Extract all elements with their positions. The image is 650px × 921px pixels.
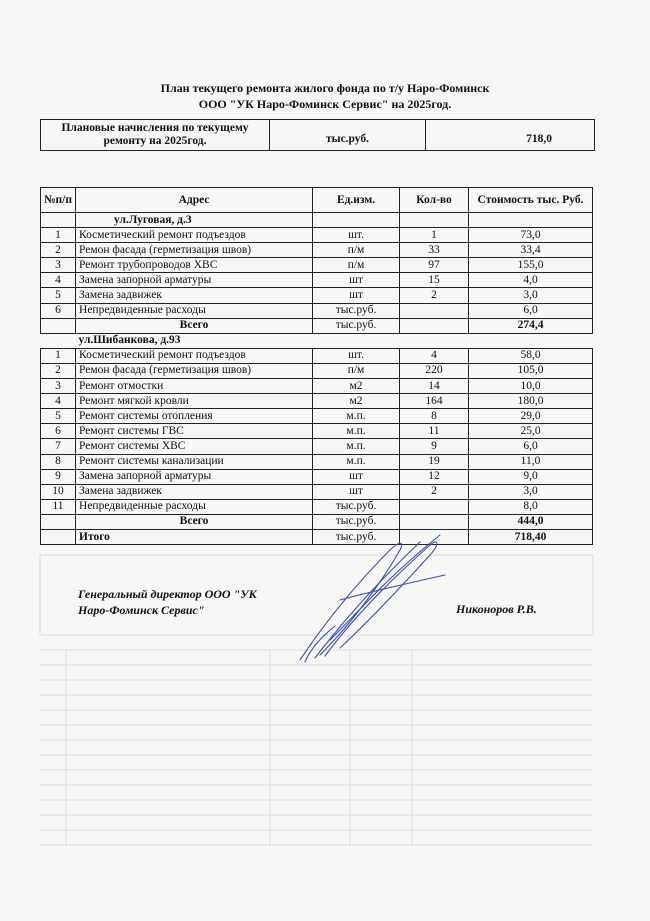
unit-of-measure: м.п. bbox=[313, 424, 400, 439]
work-description: Непредвиденные расходы bbox=[76, 499, 313, 514]
work-description: Замена запорной арматуры bbox=[76, 469, 313, 484]
cost-value: 33,4 bbox=[469, 243, 593, 258]
work-description: Косметический ремонт подъездов bbox=[76, 348, 313, 363]
title-line-1: План текущего ремонта жилого фонда по т/у Наро-Фоминск bbox=[160, 81, 490, 95]
grand-total-cost: 718,40 bbox=[469, 529, 593, 544]
section-total-row bbox=[41, 514, 593, 529]
work-description: Непредвиденные расходы bbox=[76, 303, 313, 318]
unit-of-measure: м.п. bbox=[313, 439, 400, 454]
unit-of-measure: шт. bbox=[313, 348, 400, 363]
quantity bbox=[400, 303, 469, 318]
row-number: 2 bbox=[41, 363, 76, 378]
cost-value: 11,0 bbox=[469, 454, 593, 469]
row-number: 4 bbox=[41, 394, 76, 409]
quantity: 8 bbox=[400, 409, 469, 424]
unit-of-measure: тыс.руб. bbox=[313, 303, 400, 318]
row-number: 7 bbox=[41, 439, 76, 454]
unit-of-measure: шт bbox=[313, 273, 400, 288]
table-row bbox=[41, 243, 593, 258]
table-row bbox=[41, 469, 593, 484]
unit-of-measure: шт bbox=[313, 288, 400, 303]
work-description: Ремон фасада (герметизация швов) bbox=[76, 243, 313, 258]
table-row bbox=[41, 379, 593, 394]
section-total-row bbox=[41, 318, 593, 333]
cost-value: 58,0 bbox=[469, 348, 593, 363]
row-number: 11 bbox=[41, 499, 76, 514]
unit-of-measure: м.п. bbox=[313, 409, 400, 424]
quantity: 220 bbox=[400, 363, 469, 378]
cost-value: 6,0 bbox=[469, 303, 593, 318]
total-number-cell bbox=[41, 318, 76, 333]
street-number-cell bbox=[41, 213, 76, 228]
street-cost-cell bbox=[469, 213, 593, 228]
work-description: Ремонт отмостки bbox=[76, 379, 313, 394]
table-row bbox=[41, 454, 593, 469]
summary-unit: тыс.руб. bbox=[270, 120, 426, 150]
street-header-row bbox=[41, 333, 593, 348]
total-number-cell bbox=[41, 514, 76, 529]
row-number: 5 bbox=[41, 409, 76, 424]
quantity: 1 bbox=[400, 228, 469, 243]
cost-value: 180,0 bbox=[469, 394, 593, 409]
unit-of-measure: шт bbox=[313, 484, 400, 499]
quantity: 164 bbox=[400, 394, 469, 409]
header-address: Адрес bbox=[76, 188, 313, 213]
cost-value: 8,0 bbox=[469, 499, 593, 514]
table-row bbox=[41, 484, 593, 499]
table-row bbox=[41, 363, 593, 378]
table-row bbox=[41, 348, 593, 363]
work-description: Ремон фасада (герметизация швов) bbox=[76, 363, 313, 378]
total-label: Всего bbox=[76, 514, 313, 529]
quantity: 12 bbox=[400, 469, 469, 484]
signer-position bbox=[78, 586, 257, 618]
cost-value: 155,0 bbox=[469, 258, 593, 273]
street-header-row bbox=[41, 213, 593, 228]
total-label: Всего bbox=[76, 318, 313, 333]
row-number: 10 bbox=[41, 484, 76, 499]
table-row bbox=[41, 258, 593, 273]
work-description: Ремонт системы канализации bbox=[76, 454, 313, 469]
table-row bbox=[41, 303, 593, 318]
unit-of-measure: м.п. bbox=[313, 454, 400, 469]
total-qty-cell bbox=[400, 318, 469, 333]
handwritten-signature bbox=[280, 530, 460, 670]
row-number: 5 bbox=[41, 288, 76, 303]
row-number: 1 bbox=[41, 348, 76, 363]
summary-label: Плановые начисления по текущему ремонту на 2025год. bbox=[41, 120, 270, 150]
table-row bbox=[41, 499, 593, 514]
work-description: Ремонт системы ХВС bbox=[76, 439, 313, 454]
table-row bbox=[41, 394, 593, 409]
cost-value: 29,0 bbox=[469, 409, 593, 424]
table-body bbox=[41, 213, 593, 545]
row-number: 6 bbox=[41, 424, 76, 439]
signer-position-line-1: Генеральный директор ООО "УК bbox=[78, 587, 257, 601]
quantity: 97 bbox=[400, 258, 469, 273]
cost-value: 6,0 bbox=[469, 439, 593, 454]
table-row bbox=[41, 439, 593, 454]
header-number: №п/п bbox=[41, 188, 76, 213]
document-title bbox=[0, 80, 650, 112]
total-unit: тыс.руб. bbox=[313, 514, 400, 529]
header-quantity: Кол-во bbox=[400, 188, 469, 213]
cost-value: 105,0 bbox=[469, 363, 593, 378]
unit-of-measure: тыс.руб. bbox=[313, 499, 400, 514]
row-number: 2 bbox=[41, 243, 76, 258]
signer-position-line-2: Наро-Фоминск Сервис" bbox=[78, 603, 205, 617]
cost-value: 10,0 bbox=[469, 379, 593, 394]
unit-of-measure: шт. bbox=[313, 228, 400, 243]
total-unit: тыс.руб. bbox=[313, 318, 400, 333]
unit-of-measure: м2 bbox=[313, 394, 400, 409]
cost-value: 73,0 bbox=[469, 228, 593, 243]
work-description: Замена запорной арматуры bbox=[76, 273, 313, 288]
planned-accruals-summary bbox=[40, 119, 595, 151]
quantity: 33 bbox=[400, 243, 469, 258]
row-number: 3 bbox=[41, 258, 76, 273]
quantity: 4 bbox=[400, 348, 469, 363]
table-row bbox=[41, 273, 593, 288]
row-number: 1 bbox=[41, 228, 76, 243]
grand-total-label: Итого bbox=[76, 529, 313, 544]
street-qty-cell bbox=[400, 213, 469, 228]
quantity: 9 bbox=[400, 439, 469, 454]
unit-of-measure: п/м bbox=[313, 363, 400, 378]
unit-of-measure: шт bbox=[313, 469, 400, 484]
work-description: Ремонт трубопроводов ХВС bbox=[76, 258, 313, 273]
summary-value: 718,0 bbox=[526, 133, 552, 145]
cost-value: 4,0 bbox=[469, 273, 593, 288]
signer-name: Никоноров Р.В. bbox=[456, 602, 537, 616]
total-cost: 444,0 bbox=[469, 514, 593, 529]
row-number: 8 bbox=[41, 454, 76, 469]
work-description: Замена задвижек bbox=[76, 484, 313, 499]
quantity bbox=[400, 499, 469, 514]
quantity: 2 bbox=[400, 288, 469, 303]
unit-of-measure: п/м bbox=[313, 243, 400, 258]
cost-value: 9,0 bbox=[469, 469, 593, 484]
quantity: 19 bbox=[400, 454, 469, 469]
work-description: Ремонт мягкой кровли bbox=[76, 394, 313, 409]
work-description: Ремонт системы ГВС bbox=[76, 424, 313, 439]
unit-of-measure: п/м bbox=[313, 258, 400, 273]
cost-value: 3,0 bbox=[469, 288, 593, 303]
street-unit-cell bbox=[313, 213, 400, 228]
grand-total-unit: тыс.руб. bbox=[313, 529, 400, 544]
table-row bbox=[41, 228, 593, 243]
row-number: 4 bbox=[41, 273, 76, 288]
quantity: 11 bbox=[400, 424, 469, 439]
header-unit: Ед.изм. bbox=[313, 188, 400, 213]
repair-plan-table bbox=[40, 187, 593, 545]
quantity: 2 bbox=[400, 484, 469, 499]
grand-total-number-cell bbox=[41, 529, 76, 544]
table-header-row bbox=[41, 188, 593, 213]
work-description: Косметический ремонт подъездов bbox=[76, 228, 313, 243]
work-description: Замена задвижек bbox=[76, 288, 313, 303]
title-line-2: ООО "УК Наро-Фоминск Сервис" на 2025год. bbox=[198, 97, 452, 111]
street-name: ул.Луговая, д.3 bbox=[76, 213, 313, 228]
row-number: 9 bbox=[41, 469, 76, 484]
quantity: 15 bbox=[400, 273, 469, 288]
table-row bbox=[41, 409, 593, 424]
unit-of-measure: м2 bbox=[313, 379, 400, 394]
quantity: 14 bbox=[400, 379, 469, 394]
header-cost: Стоимость тыс. Руб. bbox=[469, 188, 593, 213]
row-number: 3 bbox=[41, 379, 76, 394]
table-row bbox=[41, 288, 593, 303]
cost-value: 25,0 bbox=[469, 424, 593, 439]
total-cost: 274,4 bbox=[469, 318, 593, 333]
total-qty-cell bbox=[400, 514, 469, 529]
table-row bbox=[41, 424, 593, 439]
cost-value: 3,0 bbox=[469, 484, 593, 499]
row-number: 6 bbox=[41, 303, 76, 318]
work-description: Ремонт системы отопления bbox=[76, 409, 313, 424]
street-name: ул.Шибанкова, д.93 bbox=[41, 333, 593, 348]
